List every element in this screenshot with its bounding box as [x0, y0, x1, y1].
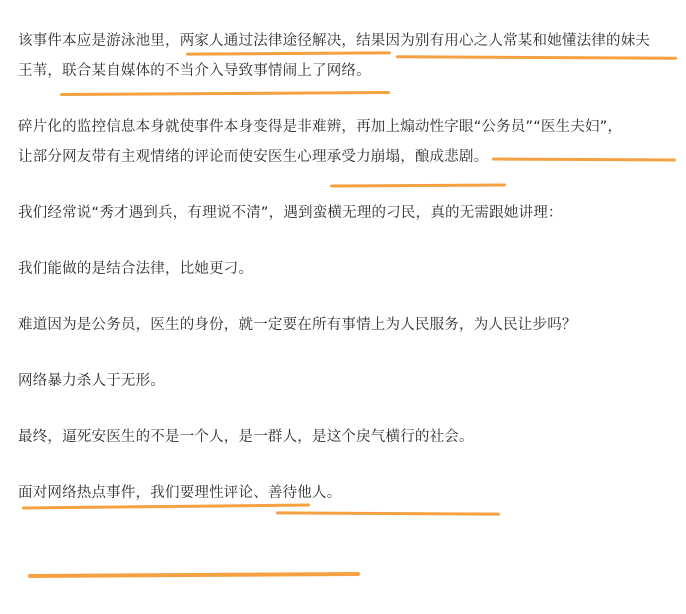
- paragraph: [18, 26, 668, 86]
- paragraph: [18, 310, 668, 340]
- paragraph: [18, 254, 668, 284]
- paragraph-line: 难道因为是公务员，医生的身份，就一定要在所有事情上为人民服务，为人民让步吗？: [18, 317, 577, 333]
- paragraph-line: 碎片化的监控信息本身就使事件本身变得是非难辨，再加上煽动性字眼“公务员”“医生夫妇”，: [18, 119, 623, 135]
- paragraph-line: 最终，逼死安医生的不是一个人，是一群人，是这个戾气横行的社会。: [18, 429, 474, 445]
- paragraph-line: 面对网络热点事件，我们要理性评论、善待他人。: [18, 485, 342, 501]
- paragraph: [18, 198, 668, 228]
- paragraph-line: 网络暴力杀人于无形。: [18, 373, 165, 389]
- paragraph: [18, 112, 668, 172]
- paragraph: [18, 366, 668, 396]
- paragraph-line: 王苇，联合某自媒体的不当介入导致事情闹上了网络。: [18, 63, 371, 79]
- paragraph-line: 我们经常说“秀才遇到兵，有理说不清”，遇到蛮横无理的刁民，真的无需跟她讲理：: [18, 205, 563, 221]
- highlight-stroke-8: [28, 572, 360, 578]
- paragraph: [18, 422, 668, 452]
- paragraph: [18, 478, 668, 508]
- paragraph-line: 该事件本应是游泳池里，两家人通过法律途径解决，结果因为别有用心之人常某和她懂法律的妹夫: [18, 33, 651, 49]
- paragraph-line: 我们能做的是结合法律，比她更刁。: [18, 261, 254, 277]
- paragraph-line: 让部分网友带有主观情绪的评论而使安医生心理承受力崩塌，酿成悲剧。: [18, 149, 489, 165]
